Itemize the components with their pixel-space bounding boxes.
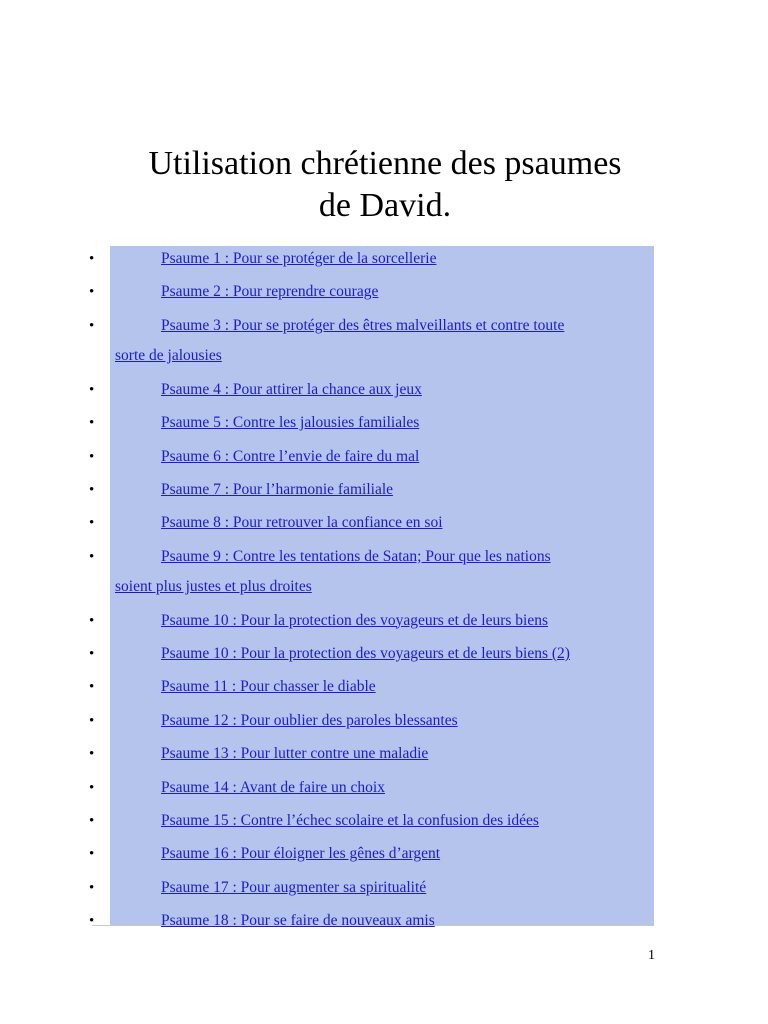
list-bullet: • <box>89 317 95 334</box>
list-bullet: • <box>89 284 95 301</box>
psalm-link[interactable]: Psaume 8 : Pour retrouver la confiance en soi <box>161 514 443 532</box>
psalm-link[interactable]: Psaume 18 : Pour se faire de nouveaux amis <box>161 912 435 930</box>
list-bullet: • <box>89 879 95 896</box>
psalm-link[interactable]: Psaume 16 : Pour éloigner les gênes d’argent <box>161 845 441 863</box>
list-bullet: • <box>89 746 95 763</box>
page-number: 1 <box>648 948 655 963</box>
psalm-link[interactable]: Psaume 7 : Pour l’harmonie familiale <box>161 480 394 498</box>
title-line-2: de David. <box>318 187 452 224</box>
psalm-link[interactable]: Psaume 10 : Pour la protection des voyageurs et de leurs biens <box>161 611 548 629</box>
psalm-link[interactable]: Psaume 15 : Contre l’échec scolaire et la confusion des idées <box>161 812 539 829</box>
list-bullet: • <box>89 612 95 629</box>
psalm-link-continuation[interactable]: sorte de jalousies <box>115 347 222 365</box>
list-bullet: • <box>89 712 95 729</box>
list-bullet: • <box>89 548 95 565</box>
psalm-link[interactable]: Psaume 10 : Pour la protection des voyageurs et de leurs biens (2) <box>161 645 570 662</box>
psalm-link[interactable]: Psaume 13 : Pour lutter contre une maladie <box>161 745 429 763</box>
psalm-link[interactable]: Psaume 14 : Avant de faire un choix <box>161 778 385 796</box>
list-bullet: • <box>89 646 95 662</box>
title-line-1: Utilisation chrétienne des psaumes <box>148 145 622 182</box>
psalm-link[interactable]: Psaume 2 : Pour reprendre courage <box>161 283 379 301</box>
psalm-link[interactable]: Psaume 12 : Pour oublier des paroles blessantes <box>161 711 458 729</box>
psalm-link[interactable]: Psaume 11 : Pour chasser le diable <box>161 678 376 696</box>
list-bullet: • <box>89 846 95 863</box>
psalm-link[interactable]: Psaume 6 : Contre l’envie de faire du mal <box>161 447 420 465</box>
psalm-link[interactable]: Psaume 1 : Pour se protéger de la sorcellerie <box>161 250 437 267</box>
list-bullet: • <box>89 813 95 829</box>
psalm-link[interactable]: Psaume 9 : Contre les tentations de Satan; Pour que les nations <box>161 547 551 565</box>
list-bullet: • <box>89 913 95 930</box>
list-bullet: • <box>89 251 95 267</box>
list-bullet: • <box>89 381 95 398</box>
list-bullet: • <box>89 415 95 432</box>
list-bullet: • <box>89 481 95 498</box>
psalm-link[interactable]: Psaume 3 : Pour se protéger des êtres malveillants et contre toute <box>161 316 565 334</box>
psalm-link[interactable]: Psaume 5 : Contre les jalousies familiales <box>161 414 420 432</box>
list-bullet: • <box>89 448 95 465</box>
list-bullet: • <box>89 515 95 532</box>
list-bullet: • <box>89 679 95 696</box>
psalm-link[interactable]: Psaume 4 : Pour attirer la chance aux jeux <box>161 380 422 398</box>
psalm-link[interactable]: Psaume 17 : Pour augmenter sa spiritualité <box>161 878 427 896</box>
list-bullet: • <box>89 779 95 796</box>
psalm-link-continuation[interactable]: soient plus justes et plus droites <box>115 578 312 596</box>
